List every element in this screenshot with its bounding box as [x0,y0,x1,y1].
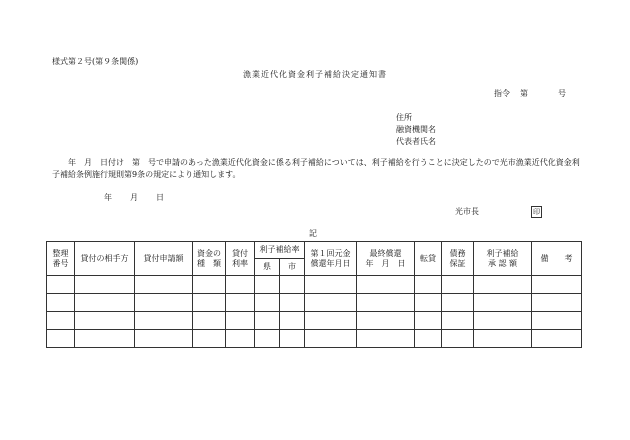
table-cell[interactable] [415,330,442,348]
table-cell[interactable] [442,330,474,348]
header-cell: 貸付の相手方 [75,242,135,276]
table-cell[interactable] [532,294,582,312]
header-cell: 債務 保証 [442,242,474,276]
header-cell: 貸付申請額 [135,242,193,276]
table-cell[interactable] [75,312,135,330]
table-cell[interactable] [226,276,255,294]
header-cell: 利子補給 承 認 額 [474,242,532,276]
table-cell[interactable] [226,330,255,348]
table-row [47,276,582,294]
header-cell: 転貸 [415,242,442,276]
table-cell[interactable] [532,312,582,330]
recipient-address-label: 住所 [396,113,412,122]
subheader-cell-city: 市 [280,259,305,276]
directive-go: 号 [558,89,566,98]
table-cell[interactable] [305,312,357,330]
table-cell[interactable] [47,294,75,312]
header-cell: 備 考 [532,242,582,276]
table-cell[interactable] [135,312,193,330]
table-cell[interactable] [305,294,357,312]
table-cell[interactable] [305,330,357,348]
notice-body: 年 月 日付け 第 号で申請のあった漁業近代化資金に係る利子補給については、利子補給を行うことに決定したので光市漁業近代化資金利子補給条例施行規則第9条の規定により通知します。 [52,158,580,179]
table-cell[interactable] [442,312,474,330]
date-month: 月 [130,193,138,202]
seal-mark: 印 [533,208,540,216]
table-cell[interactable] [135,276,193,294]
directive-number [494,89,566,99]
table-row [47,294,582,312]
mayor-signature [455,206,542,218]
table-cell[interactable] [305,276,357,294]
table-cell[interactable] [280,294,305,312]
table-cell[interactable] [357,294,415,312]
table-cell[interactable] [280,330,305,348]
table-cell[interactable] [474,330,532,348]
header-cell: 整理 番号 [47,242,75,276]
table-cell[interactable] [193,330,226,348]
header-cell: 資金の 種 類 [193,242,226,276]
table-cell[interactable] [474,276,532,294]
table-cell[interactable] [415,312,442,330]
table-row [47,330,582,348]
table-cell[interactable] [193,294,226,312]
table-cell[interactable] [280,312,305,330]
form-number: 様式第２号(第９条関係) [52,57,139,66]
table-cell[interactable] [135,330,193,348]
table-cell[interactable] [75,276,135,294]
header-cell: 第１回元金 償還年月日 [305,242,357,276]
recipient-institution-label: 融資機関名 [396,125,436,134]
header-cell: 最終償還 年 月 日 [357,242,415,276]
table-cell[interactable] [75,294,135,312]
table-cell[interactable] [357,312,415,330]
table-cell[interactable] [75,330,135,348]
date-year: 年 [104,193,112,202]
table-cell[interactable] [255,294,280,312]
header-cell: 利子補給率 [255,242,305,259]
table-cell[interactable] [357,276,415,294]
table-header-row [47,242,582,259]
header-cell: 貸付 利率 [226,242,255,276]
table-cell[interactable] [47,312,75,330]
document-title: 漁業近代化資金利子補給決定通知書 [243,70,387,79]
table-cell[interactable] [415,294,442,312]
table-cell[interactable] [47,330,75,348]
table-cell[interactable] [532,330,582,348]
table-cell[interactable] [442,294,474,312]
table-cell[interactable] [193,276,226,294]
subheader-cell-prefecture: 県 [255,259,280,276]
recipient-block [396,113,436,149]
table-cell[interactable] [255,312,280,330]
table-cell[interactable] [226,312,255,330]
date-line [104,193,164,203]
table-row [47,312,582,330]
directive-label: 指令 [494,89,510,98]
table-cell[interactable] [47,276,75,294]
mayor-label: 光市長 [455,207,479,216]
ki-marker: 記 [309,229,317,238]
table-cell[interactable] [357,330,415,348]
table-cell[interactable] [532,276,582,294]
table-cell[interactable] [193,312,226,330]
table-cell[interactable] [415,276,442,294]
table-cell[interactable] [474,294,532,312]
table-cell[interactable] [226,294,255,312]
date-day: 日 [156,193,164,202]
recipient-representative-label: 代表者氏名 [396,137,436,146]
table-cell[interactable] [442,276,474,294]
table-cell[interactable] [280,276,305,294]
table-body [47,276,582,348]
table-cell[interactable] [255,276,280,294]
subsidy-table [46,241,582,348]
table-cell[interactable] [255,330,280,348]
directive-dai: 第 [520,89,528,98]
table-cell[interactable] [474,312,532,330]
table-cell[interactable] [135,294,193,312]
